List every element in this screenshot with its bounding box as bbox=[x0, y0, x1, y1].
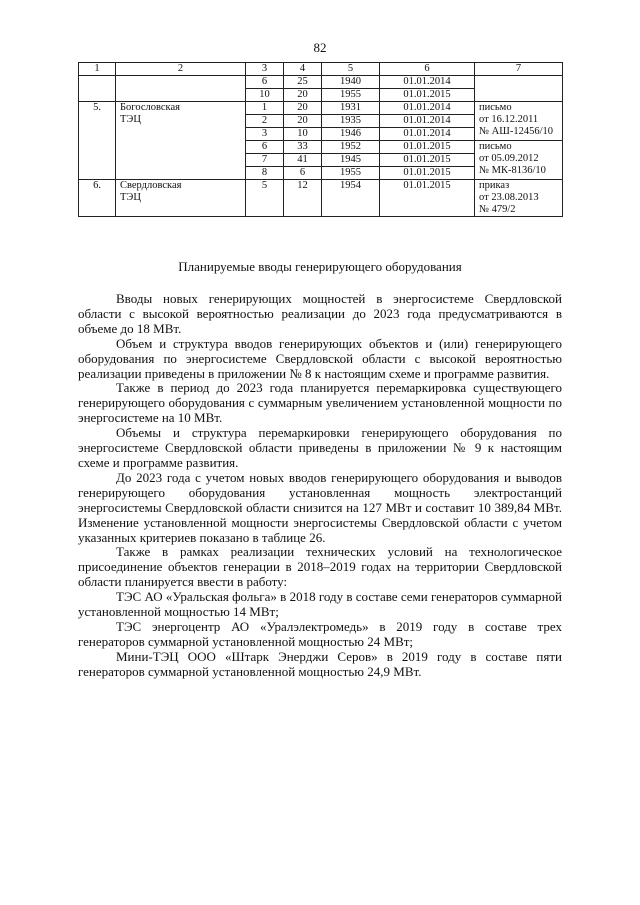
table-row bbox=[79, 180, 563, 217]
table-cell: 1945 bbox=[322, 154, 380, 167]
station-number: 6. bbox=[79, 180, 116, 217]
column-header: 1 bbox=[79, 63, 116, 76]
table-cell: 33 bbox=[284, 141, 322, 154]
table-cell: 20 bbox=[284, 102, 322, 115]
table-cell: 12 bbox=[284, 180, 322, 217]
paragraph: Объем и структура вводов генерирующих объектов и (или) генерирующего оборудования по энергосистеме Свердловской области с высокой вероятностью реализации приведены в приложении № 8 к настоящим схеме и программе развития. bbox=[78, 335, 562, 381]
table-cell: 01.01.2014 bbox=[380, 128, 475, 141]
table-cell: 8 bbox=[246, 167, 284, 180]
table-cell: 6 bbox=[246, 141, 284, 154]
table-cell: 01.01.2015 bbox=[380, 89, 475, 102]
table-cell: 2 bbox=[246, 115, 284, 128]
document-reference: письмо от 05.09.2012 № МК-8136/10 bbox=[475, 141, 563, 180]
table-cell: 10 bbox=[246, 89, 284, 102]
column-header: 5 bbox=[322, 63, 380, 76]
paragraph: Также в рамках реализации технических условий на технологическое присоединение объектов генерации в 2018–2019 годах на территории Свердловской области планируется ввести в работу: bbox=[78, 544, 562, 590]
table-cell: 7 bbox=[246, 154, 284, 167]
table-cell: 01.01.2014 bbox=[380, 76, 475, 89]
table-cell: 6 bbox=[284, 167, 322, 180]
column-header: 2 bbox=[116, 63, 246, 76]
table-cell: 10 bbox=[284, 128, 322, 141]
paragraph: Объемы и структура перемаркировки генерирующего оборудования по энергосистеме Свердловской области приведены в приложении № 9 к настоящим схеме и программе развития. bbox=[78, 425, 562, 470]
table-cell: 6 bbox=[246, 76, 284, 89]
paragraph: Также в период до 2023 года планируется перемаркировка существующего генерирующего оборудования с суммарным увеличением установленной мощности по энергосистеме на 10 МВт. bbox=[78, 380, 562, 426]
table-cell: 1952 bbox=[322, 141, 380, 154]
table-cell: 1931 bbox=[322, 102, 380, 115]
table-cell: 1946 bbox=[322, 128, 380, 141]
document-reference: приказ от 23.08.2013 № 479/2 bbox=[475, 180, 563, 217]
station-number: 5. bbox=[79, 102, 116, 180]
table-cell: 20 bbox=[284, 89, 322, 102]
table-cell: 01.01.2015 bbox=[380, 154, 475, 167]
table-row bbox=[79, 102, 563, 115]
table-cell: 01.01.2015 bbox=[380, 141, 475, 154]
paragraph: Вводы новых генерирующих мощностей в энергосистеме Свердловской области с высокой вероятностью реализации до 2023 года предусматриваются в объеме до 18 МВт. bbox=[78, 291, 562, 336]
table-cell: 1954 bbox=[322, 180, 380, 217]
column-header: 4 bbox=[284, 63, 322, 76]
table-cell: 1935 bbox=[322, 115, 380, 128]
column-header: 3 bbox=[246, 63, 284, 76]
table-cell: 01.01.2014 bbox=[380, 115, 475, 128]
table-cell: 20 bbox=[284, 115, 322, 128]
table-row bbox=[79, 63, 563, 76]
column-header: 7 bbox=[475, 63, 563, 76]
column-header: 6 bbox=[380, 63, 475, 76]
section-heading: Планируемые вводы генерирующего оборудования bbox=[178, 259, 462, 274]
table-cell: 1955 bbox=[322, 89, 380, 102]
equipment-table bbox=[78, 62, 563, 217]
table-cell: 01.01.2014 bbox=[380, 102, 475, 115]
table-cell: 5 bbox=[246, 180, 284, 217]
table-cell: 1 bbox=[246, 102, 284, 115]
table-cell bbox=[79, 76, 116, 102]
body-text bbox=[78, 292, 562, 680]
table-cell: 3 bbox=[246, 128, 284, 141]
paragraph: ТЭС энергоцентр АО «Уралэлектромедь» в 2019 году в составе трех генераторов суммарной установленной мощностью 24 МВт; bbox=[78, 618, 562, 649]
table-cell: 1940 bbox=[322, 76, 380, 89]
table-cell: 01.01.2015 bbox=[380, 180, 475, 217]
paragraph: ТЭС АО «Уральская фольга» в 2018 году в составе семи генераторов суммарной установленной мощностью 14 МВт; bbox=[78, 589, 562, 620]
table-cell: 01.01.2015 bbox=[380, 167, 475, 180]
table-cell: 41 bbox=[284, 154, 322, 167]
station-name: Богословская ТЭЦ bbox=[116, 102, 246, 180]
table-row bbox=[79, 76, 563, 89]
document-reference: письмо от 16.12.2011 № АШ-12456/10 bbox=[475, 102, 563, 141]
station-name: Свердловская ТЭЦ bbox=[116, 180, 246, 217]
paragraph: Мини-ТЭЦ ООО «Штарк Энерджи Серов» в 2019 году в составе пяти генераторов суммарной установленной мощностью 24,9 МВт. bbox=[78, 648, 562, 679]
paragraph: До 2023 года с учетом новых вводов генерирующего оборудования и выводов генерирующего оборудования установленная мощность электростанций энергосистемы Свердловской области снизится на 127 МВт и составит 10 389,84 МВт. Изменение установленной мощности энергосистемы Свердловской области с учетом указанных критериев показано в таблице 26. bbox=[78, 469, 562, 545]
table-cell bbox=[116, 76, 246, 102]
page-number: 82 bbox=[313, 40, 327, 55]
table-cell bbox=[475, 76, 563, 102]
table-cell: 1955 bbox=[322, 167, 380, 180]
table-cell: 25 bbox=[284, 76, 322, 89]
